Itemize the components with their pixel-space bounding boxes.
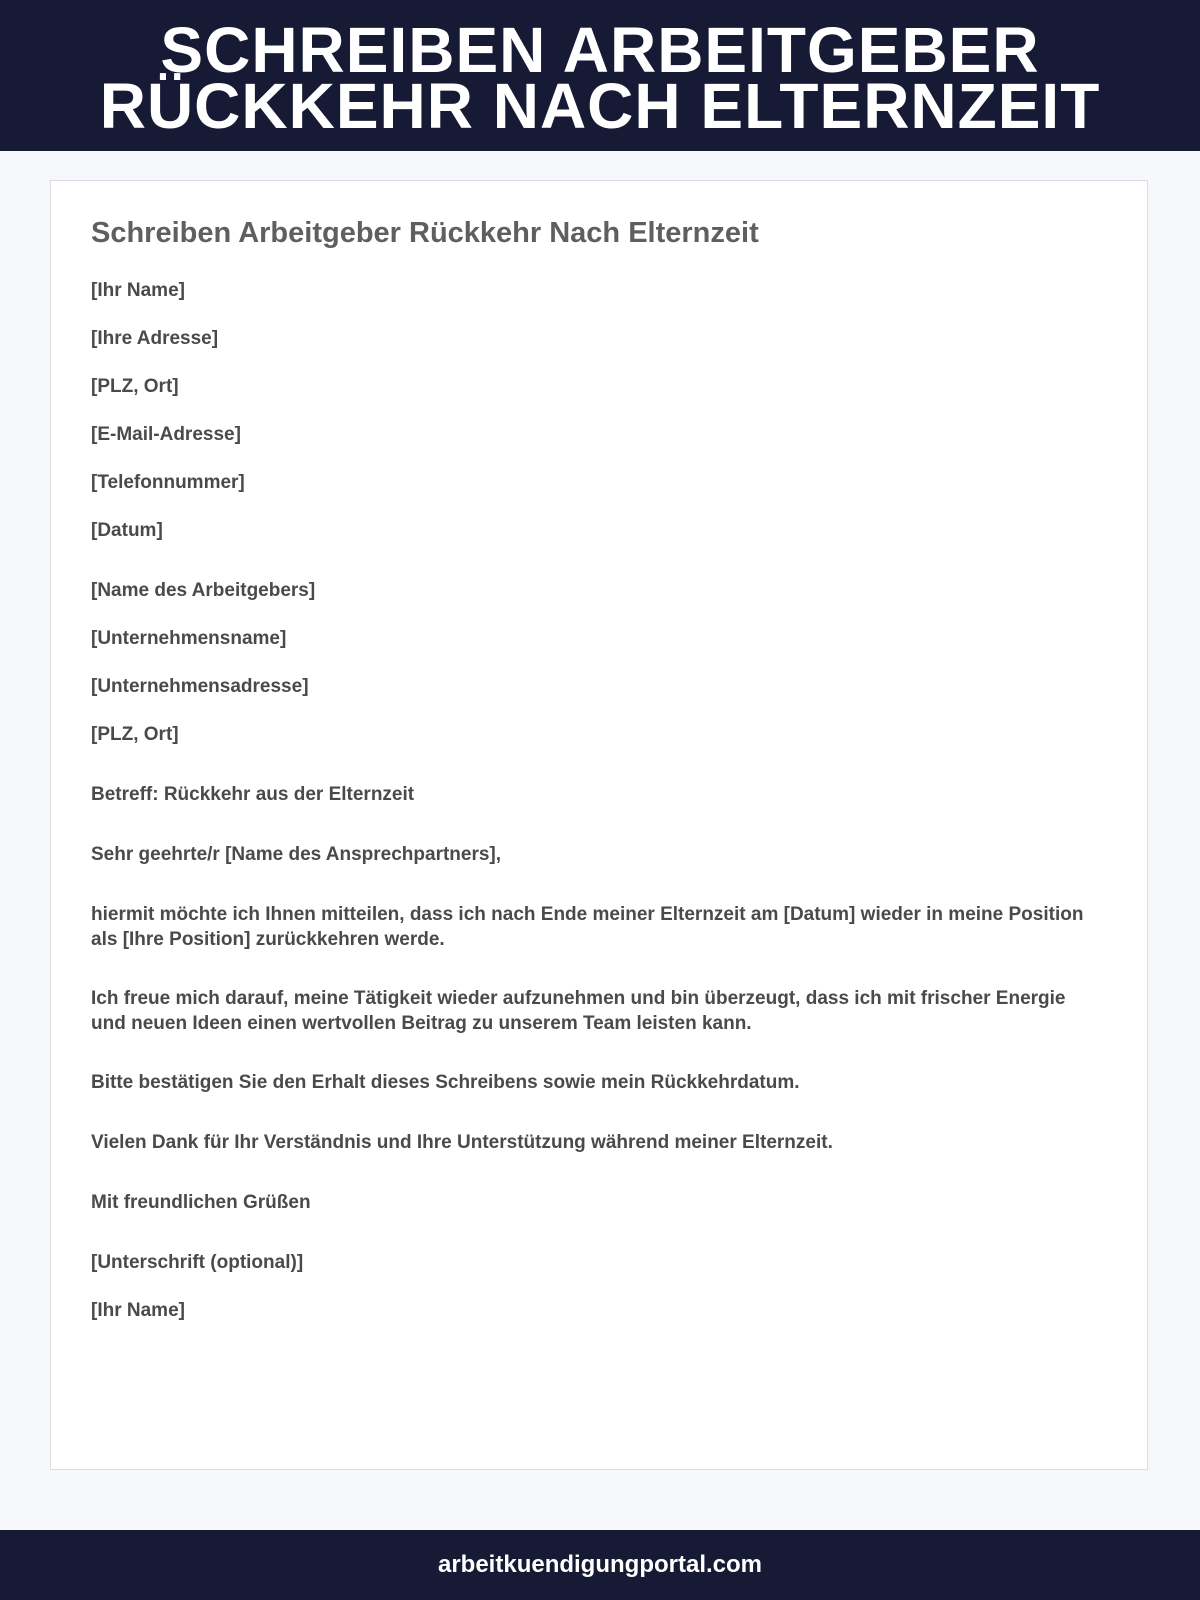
recipient-employer-name: [Name des Arbeitgebers]	[91, 580, 316, 601]
body-paragraph: hiermit möchte ich Ihnen mitteilen, dass ich nach Ende meiner Elternzeit am [Datum] wieder in meine Position als [Ihre Position] zurückkehren werde.	[91, 904, 1084, 950]
footer-site-link[interactable]: arbeitkuendigungportal.com	[437, 1551, 763, 1578]
signature-name: [Ihr Name]	[91, 1300, 185, 1321]
letter-salutation: Sehr geehrte/r [Name des Ansprechpartners],	[91, 844, 502, 865]
sender-zip-city: [PLZ, Ort]	[91, 376, 179, 397]
sender-phone: [Telefonnummer]	[91, 472, 245, 493]
sender-name: [Ihr Name]	[91, 280, 185, 301]
page-banner-title: SCHREIBEN ARBEITGEBER RÜCKKEHR NACH ELTERNZEIT	[99, 13, 1101, 142]
sender-email: [E-Mail-Adresse]	[91, 424, 241, 445]
letter-date: [Datum]	[91, 520, 163, 541]
letter-subject: Betreff: Rückkehr aus der Elternzeit	[91, 784, 415, 805]
body-paragraph: Bitte bestätigen Sie den Erhalt dieses Schreibens sowie mein Rückkehrdatum.	[91, 1072, 800, 1093]
sender-address: [Ihre Adresse]	[91, 328, 219, 349]
page-footer	[0, 1530, 1200, 1600]
body-paragraph: Vielen Dank für Ihr Verständnis und Ihre Unterstützung während meiner Elternzeit.	[91, 1132, 833, 1153]
recipient-company-address: [Unternehmensadresse]	[91, 676, 309, 697]
document-title: Schreiben Arbeitgeber Rückkehr Nach Elternzeit	[91, 217, 759, 249]
body-paragraph: Ich freue mich darauf, meine Tätigkeit wieder aufzunehmen und bin überzeugt, dass ich mit frischer Energie und neuen Ideen einen wertvollen Beitrag zu unserem Team leisten kann.	[91, 988, 1066, 1034]
recipient-zip-city: [PLZ, Ort]	[91, 724, 179, 745]
signature-placeholder: [Unterschrift (optional)]	[91, 1252, 304, 1273]
page-header	[0, 0, 1200, 151]
recipient-company-name: [Unternehmensname]	[91, 628, 287, 649]
letter-closing: Mit freundlichen Grüßen	[91, 1192, 311, 1213]
letter-card	[50, 180, 1148, 1470]
